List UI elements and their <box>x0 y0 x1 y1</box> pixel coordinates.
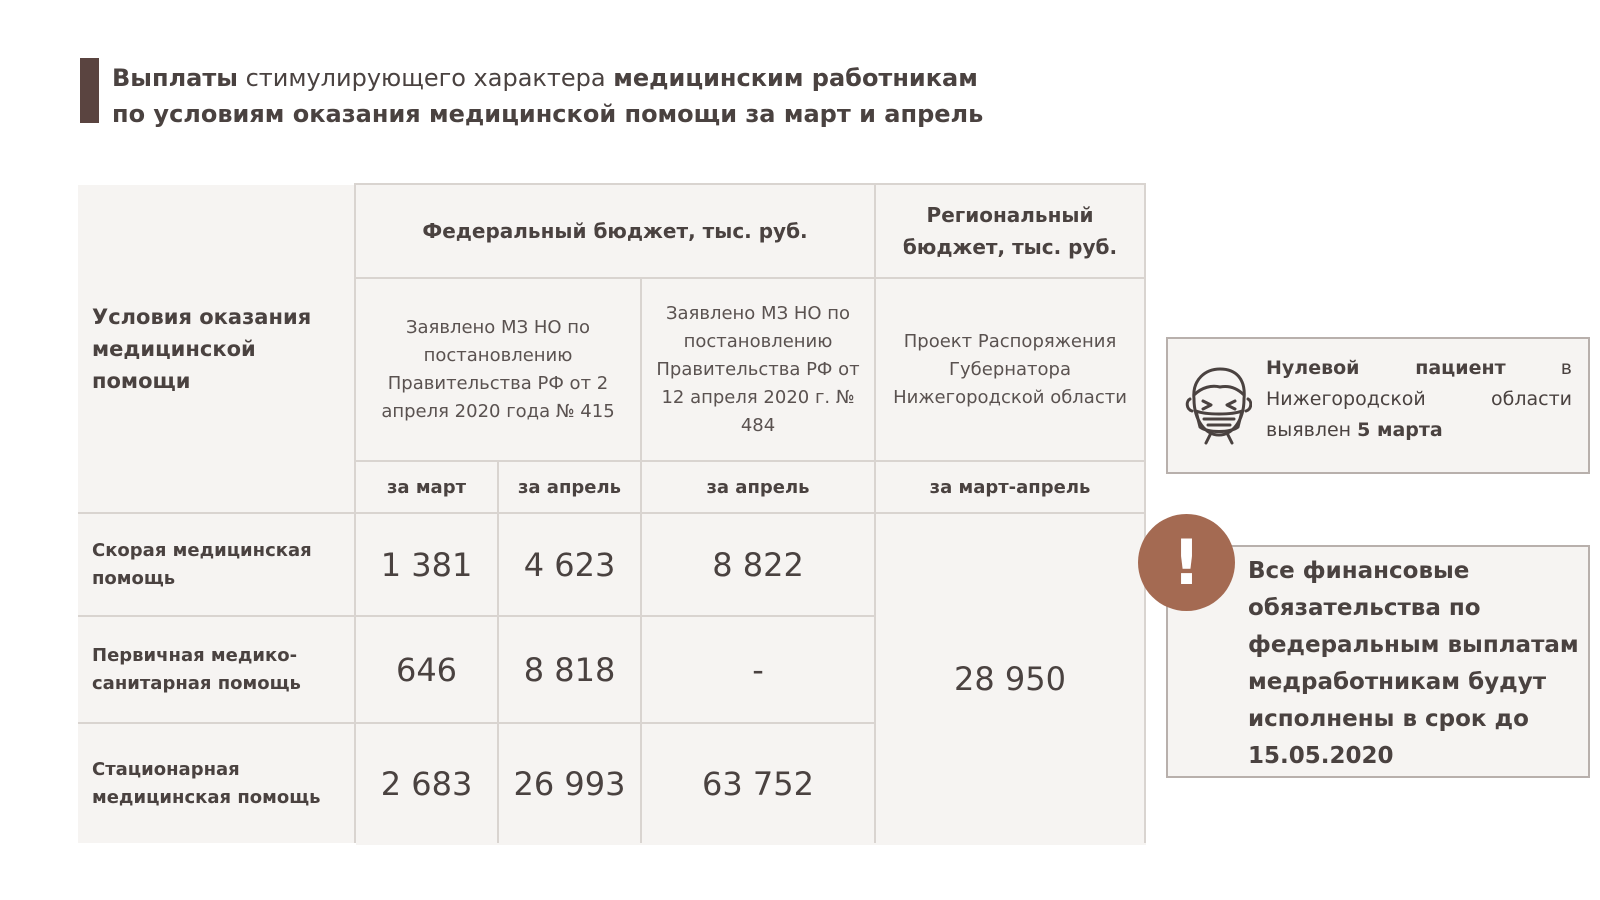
cell-primary-april-415: 8 818 <box>498 616 641 723</box>
row-label-inpatient: Стационарная медицинская помощь <box>79 723 355 844</box>
conditions-header: Условия оказания медицинской помощи <box>79 184 355 513</box>
cell-inpatient-april-484: 63 752 <box>641 723 875 844</box>
decree-415-description: Заявлено МЗ НО по постановлению Правительства РФ от 2 апреля 2020 года № 415 <box>355 278 641 461</box>
title-line-2: по условиям оказания медицинской помощи за март и апрель <box>112 100 984 128</box>
cell-primary-march: 646 <box>355 616 498 723</box>
cell-ambulance-april-415: 4 623 <box>498 513 641 616</box>
sick-person-mask-icon <box>1184 365 1252 445</box>
cell-ambulance-march: 1 381 <box>355 513 498 616</box>
cell-inpatient-march: 2 683 <box>355 723 498 844</box>
period-april-415: за апрель <box>498 461 641 513</box>
regional-decree-description: Проект Распоряжения Губернатора Нижегородской области <box>875 278 1145 461</box>
cell-ambulance-april-484: 8 822 <box>641 513 875 616</box>
title-accent-bar <box>80 58 99 123</box>
financial-notice-text: Все финансовые обязательства по федеральным выплатам медработникам будут исполнены в срок до 15.05.2020 <box>1248 558 1579 769</box>
exclamation-icon: ! <box>1138 514 1235 611</box>
period-april-484: за апрель <box>641 461 875 513</box>
title-part-3: медицинским работникам <box>613 64 978 92</box>
title-part-2: стимулирующего характера <box>237 64 614 92</box>
cell-inpatient-april-415: 26 993 <box>498 723 641 844</box>
decree-484-description: Заявлено МЗ НО по постановлению Правительства РФ от 12 апреля 2020 г. № 484 <box>641 278 875 461</box>
period-march: за март <box>355 461 498 513</box>
patient-zero-label: Нулевой пациент <box>1266 357 1506 379</box>
period-march-april: за март-апрель <box>875 461 1145 513</box>
regional-budget-header: Региональный бюджет, тыс. руб. <box>875 184 1145 278</box>
patient-zero-region: в Нижегородской области выявлен <box>1266 357 1572 441</box>
cell-primary-april-484: - <box>641 616 875 723</box>
table-row <box>79 513 1145 616</box>
regional-total: 28 950 <box>875 513 1145 844</box>
row-label-ambulance: Скорая медицинская помощь <box>79 513 355 616</box>
title-part-1: Выплаты <box>112 64 238 92</box>
federal-budget-header: Федеральный бюджет, тыс. руб. <box>355 184 875 278</box>
patient-zero-box <box>1166 337 1590 474</box>
payments-table <box>78 183 1146 845</box>
patient-zero-date: 5 марта <box>1357 419 1443 441</box>
row-label-primary-care: Первичная медико-санитарная помощь <box>79 616 355 723</box>
patient-zero-text <box>1266 353 1572 446</box>
page-title <box>112 60 1012 132</box>
